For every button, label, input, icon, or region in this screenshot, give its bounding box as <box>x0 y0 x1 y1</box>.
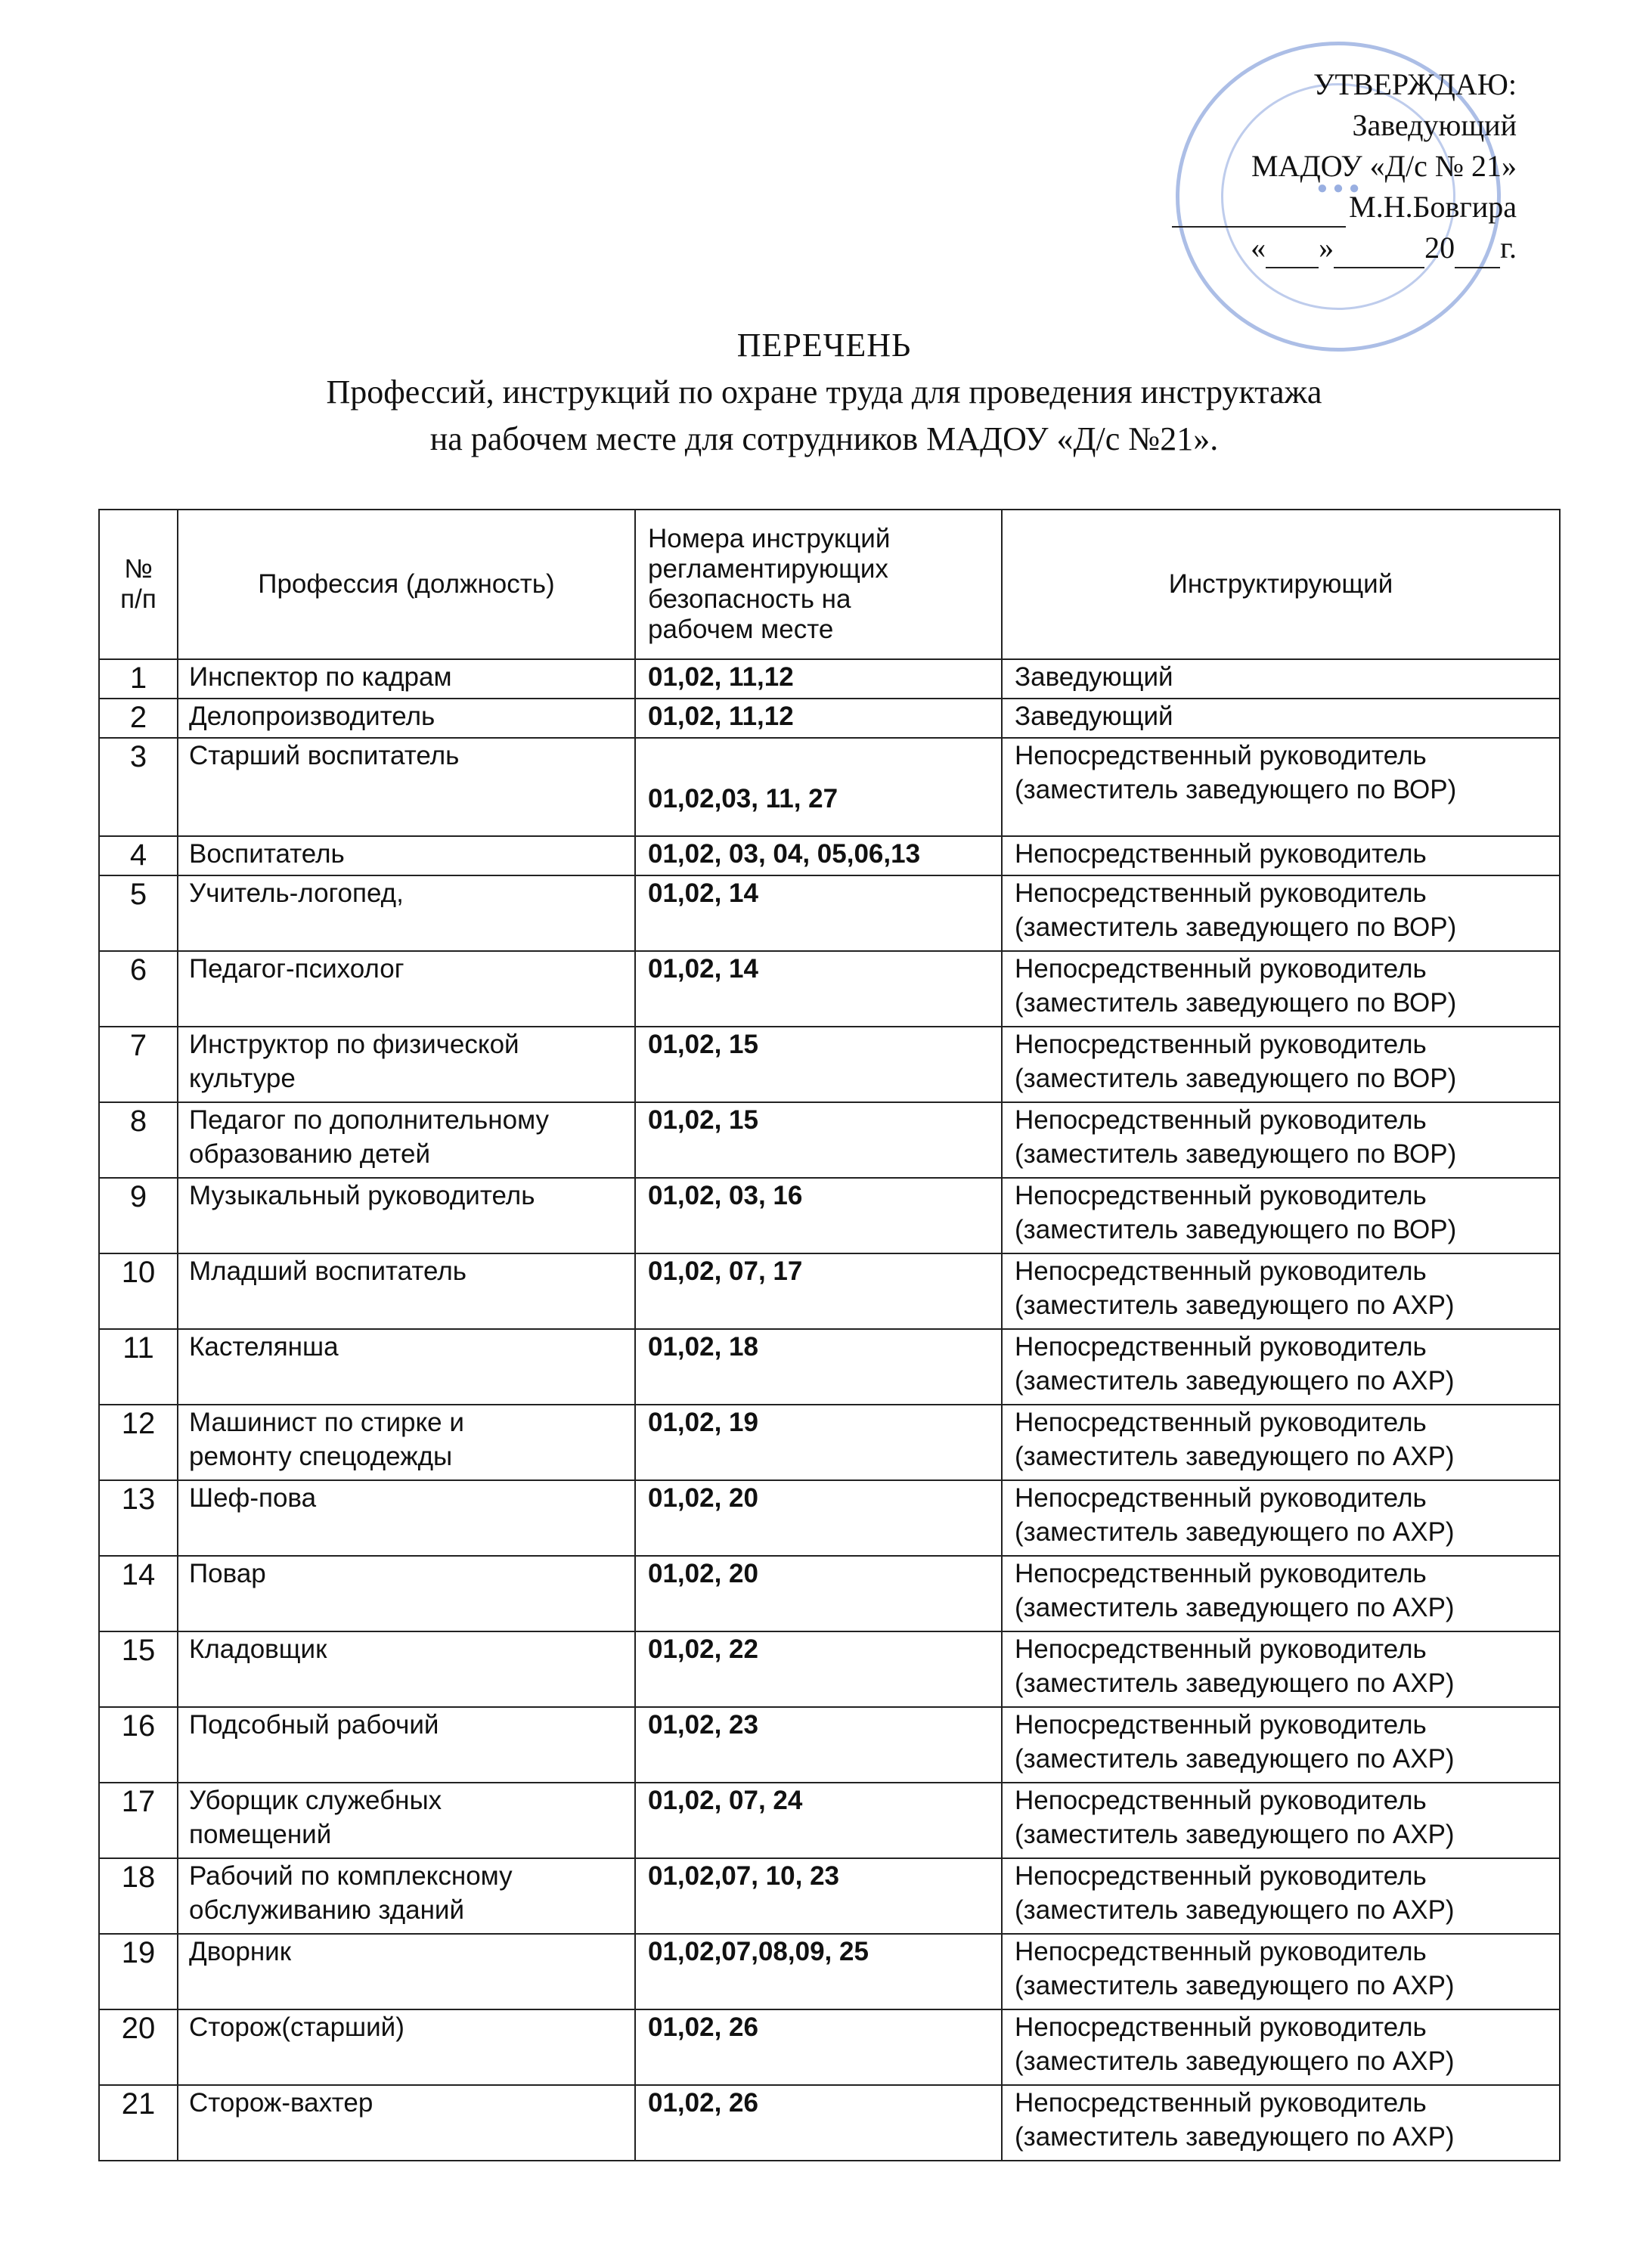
table-body <box>99 659 1560 2161</box>
row-responsible-line: (заместитель заведующего по АХР) <box>1015 1593 1455 1622</box>
row-number-line: 9 <box>129 1180 147 1213</box>
row-profession <box>178 699 635 738</box>
row-number-line: 10 <box>121 1256 156 1289</box>
row-responsible-line: (заместитель заведующего по АХР) <box>1015 1442 1455 1471</box>
row-responsible-line: Непосредственный руководитель <box>1015 1332 1427 1362</box>
stamp-mark: ● ● ● <box>1316 178 1360 198</box>
row-number-line: 15 <box>121 1634 156 1667</box>
row-profession <box>178 738 635 836</box>
row-instructions-line: 01,02, 19 <box>648 1408 758 1437</box>
approval-date <box>1124 228 1517 268</box>
row-profession-line: Уборщик служебных <box>189 1786 442 1815</box>
row-number <box>99 2009 178 2085</box>
row-instructions <box>635 1480 1002 1556</box>
row-number-line: 1 <box>129 662 147 695</box>
row-responsible <box>1002 659 1560 699</box>
row-profession <box>178 1253 635 1329</box>
row-profession <box>178 951 635 1027</box>
row-profession-line: Сторож-вахтер <box>189 2088 374 2118</box>
row-instructions-line: 01,02, 14 <box>648 954 758 984</box>
row-number <box>99 1102 178 1178</box>
signature-line <box>1172 196 1346 228</box>
instructions-table <box>98 509 1561 2161</box>
table-row <box>99 1631 1560 1707</box>
row-profession-line: Повар <box>189 1559 266 1588</box>
row-profession <box>178 1405 635 1480</box>
row-profession-line: Педагог-психолог <box>189 954 405 984</box>
row-responsible-line: (заместитель заведующего по АХР) <box>1015 2046 1455 2076</box>
row-profession-line: Делопроизводитель <box>189 702 435 731</box>
row-profession-line: обслуживанию зданий <box>189 1895 465 1925</box>
row-number-line: 11 <box>122 1331 154 1365</box>
row-profession-line: Инструктор по физической <box>189 1030 519 1059</box>
row-instructions <box>635 1027 1002 1102</box>
header-instructions <box>635 510 1002 659</box>
row-profession <box>178 1783 635 1858</box>
header-responsible: Инструктирующий <box>1002 510 1560 659</box>
row-responsible-line: (заместитель заведующего по АХР) <box>1015 1517 1455 1547</box>
row-responsible-line: (заместитель заведующего по АХР) <box>1015 1668 1455 1698</box>
row-responsible-line: Непосредственный руководитель <box>1015 839 1427 869</box>
row-instructions-line: 01,02, 18 <box>648 1332 758 1362</box>
row-profession <box>178 1631 635 1707</box>
row-instructions-line: 01,02,03, 11, 27 <box>648 783 838 813</box>
row-profession-line: Машинист по стирке и <box>189 1408 464 1437</box>
row-instructions-line: 01,02, 14 <box>648 878 758 908</box>
date-day-line <box>1266 237 1319 268</box>
row-instructions <box>635 1707 1002 1783</box>
row-profession-line: Старший воспитатель <box>189 741 460 770</box>
row-number <box>99 1405 178 1480</box>
row-number-line: 5 <box>129 878 147 911</box>
row-responsible-line: (заместитель заведующего по ВОР) <box>1015 1064 1457 1093</box>
row-responsible-line: Непосредственный руководитель <box>1015 1483 1427 1513</box>
row-responsible-line: Непосредственный руководитель <box>1015 741 1427 770</box>
approval-line-2: Заведующий <box>1352 108 1517 142</box>
row-instructions <box>635 1556 1002 1631</box>
row-instructions-line: 01,02, 23 <box>648 1710 758 1740</box>
row-responsible <box>1002 1858 1560 1934</box>
header-number-line-2: п/п <box>120 584 157 614</box>
row-profession-line: Педагог по дополнительному <box>189 1105 550 1135</box>
row-responsible-line: (заместитель заведующего по АХР) <box>1015 1820 1455 1849</box>
row-profession-line: Кладовщик <box>189 1634 327 1664</box>
row-profession <box>178 1480 635 1556</box>
row-number <box>99 2085 178 2161</box>
row-number-line: 7 <box>129 1029 147 1062</box>
row-responsible-line: Непосредственный руководитель <box>1015 878 1427 908</box>
row-number <box>99 836 178 875</box>
row-number-line: 19 <box>121 1936 156 1969</box>
row-number <box>99 1556 178 1631</box>
approval-line-1: УТВЕРЖДАЮ: <box>1313 67 1517 101</box>
row-instructions <box>635 1783 1002 1858</box>
header-instructions-line-2: регламентирующих <box>648 554 888 584</box>
row-number-line: 18 <box>121 1861 156 1894</box>
row-profession <box>178 875 635 951</box>
row-responsible <box>1002 2009 1560 2085</box>
row-number <box>99 875 178 951</box>
row-number <box>99 738 178 836</box>
row-instructions <box>635 659 1002 699</box>
date-year-prefix: 20 <box>1424 231 1455 265</box>
row-responsible-line: (заместитель заведующего по АХР) <box>1015 1290 1455 1320</box>
row-responsible <box>1002 1631 1560 1707</box>
table-row <box>99 1102 1560 1178</box>
row-responsible-line: Непосредственный руководитель <box>1015 1256 1427 1286</box>
row-number-line: 17 <box>121 1785 156 1818</box>
date-open-quote: « <box>1251 231 1266 265</box>
row-number-line: 14 <box>121 1558 156 1591</box>
row-instructions-line: 01,02, 22 <box>648 1634 758 1664</box>
row-number <box>99 1027 178 1102</box>
row-responsible <box>1002 1405 1560 1480</box>
row-instructions-line: 01,02, 03, 04, 05,06,13 <box>648 839 921 869</box>
row-instructions <box>635 1405 1002 1480</box>
row-responsible-line: Заведующий <box>1015 702 1173 731</box>
document-title: ПЕРЕЧЕНЬ <box>736 327 912 364</box>
row-profession-line: Младший воспитатель <box>189 1256 466 1286</box>
row-instructions <box>635 951 1002 1027</box>
row-number-line: 4 <box>129 838 147 872</box>
row-number-line: 13 <box>121 1483 156 1516</box>
table-row <box>99 1480 1560 1556</box>
table-row <box>99 659 1560 699</box>
row-profession <box>178 659 635 699</box>
row-number <box>99 951 178 1027</box>
row-instructions-line: 01,02, 07, 17 <box>648 1256 803 1286</box>
row-instructions <box>635 699 1002 738</box>
row-instructions-line: 01,02, 11,12 <box>648 662 794 692</box>
row-number <box>99 1707 178 1783</box>
row-profession-line: Рабочий по комплексному <box>189 1861 513 1891</box>
row-profession <box>178 1934 635 2009</box>
row-profession-line: Сторож(старший) <box>189 2012 405 2042</box>
signature-name: М.Н.Бовгира <box>1349 190 1517 224</box>
row-responsible <box>1002 1253 1560 1329</box>
document-subtitle-line-2: на рабочем месте для сотрудников МАДОУ «Д/с №21». <box>429 420 1219 457</box>
table-row <box>99 836 1560 875</box>
header-instructions-line-1: Номера инструкций <box>648 524 891 553</box>
row-profession <box>178 1858 635 1934</box>
document-subtitle-line-1: Профессий, инструкций по охране труда для проведения инструктажа <box>326 373 1322 411</box>
row-profession-line: Шеф-пова <box>189 1483 317 1513</box>
row-instructions-line: 01,02, 03, 16 <box>648 1181 803 1210</box>
row-instructions <box>635 1178 1002 1253</box>
row-instructions <box>635 1102 1002 1178</box>
row-profession-line: Учитель-логопед, <box>189 878 404 908</box>
row-profession-line: культуре <box>189 1064 296 1093</box>
row-instructions-line: 01,02, 20 <box>648 1559 758 1588</box>
row-responsible <box>1002 951 1560 1027</box>
row-responsible-line: Непосредственный руководитель <box>1015 1634 1427 1664</box>
date-month-line <box>1334 237 1424 268</box>
row-responsible-line: Непосредственный руководитель <box>1015 2088 1427 2118</box>
row-number-line: 2 <box>129 701 147 734</box>
row-instructions <box>635 2085 1002 2161</box>
row-responsible-line: (заместитель заведующего по ВОР) <box>1015 988 1457 1018</box>
row-number <box>99 1178 178 1253</box>
row-responsible <box>1002 2085 1560 2161</box>
row-responsible-line: (заместитель заведующего по ВОР) <box>1015 1215 1457 1244</box>
row-instructions-line: 01,02, 20 <box>648 1483 758 1513</box>
row-instructions <box>635 1858 1002 1934</box>
table-row <box>99 1405 1560 1480</box>
table-row <box>99 738 1560 836</box>
row-number-line: 16 <box>121 1709 156 1743</box>
row-responsible-line: (заместитель заведующего по АХР) <box>1015 2122 1455 2152</box>
row-number <box>99 1783 178 1858</box>
row-profession-line: Подсобный рабочий <box>189 1710 439 1740</box>
row-responsible-line: Непосредственный руководитель <box>1015 1105 1427 1135</box>
row-instructions <box>635 1934 1002 2009</box>
row-responsible-line: Непосредственный руководитель <box>1015 1937 1427 1966</box>
row-responsible-line: Непосредственный руководитель <box>1015 1861 1427 1891</box>
row-responsible <box>1002 1329 1560 1405</box>
row-responsible-line: (заместитель заведующего по ВОР) <box>1015 912 1457 942</box>
row-responsible <box>1002 1783 1560 1858</box>
row-profession <box>178 2009 635 2085</box>
table-row <box>99 1707 1560 1783</box>
date-year-suffix: г. <box>1500 231 1517 265</box>
date-year-line <box>1455 237 1500 268</box>
table-row <box>99 699 1560 738</box>
row-responsible-line: Непосредственный руководитель <box>1015 1408 1427 1437</box>
row-number-line: 3 <box>129 740 147 773</box>
row-number-line: 21 <box>121 2087 156 2121</box>
table-row <box>99 875 1560 951</box>
header-number-line-1: № <box>124 554 153 584</box>
approval-block <box>1124 64 1517 268</box>
row-instructions <box>635 875 1002 951</box>
row-responsible-line: (заместитель заведующего по ВОР) <box>1015 1139 1457 1169</box>
row-number <box>99 1858 178 1934</box>
row-responsible-line: Непосредственный руководитель <box>1015 1786 1427 1815</box>
row-profession-line: образованию детей <box>189 1139 431 1169</box>
table-row <box>99 1934 1560 2009</box>
header-instructions-line-3: безопасность на <box>648 584 851 614</box>
table-row <box>99 1178 1560 1253</box>
row-profession-line: Дворник <box>189 1937 292 1966</box>
row-number <box>99 699 178 738</box>
row-profession <box>178 1329 635 1405</box>
row-instructions-line: 01,02,07, 10, 23 <box>648 1861 839 1891</box>
row-responsible <box>1002 1707 1560 1783</box>
table-row <box>99 2009 1560 2085</box>
header-number <box>99 510 178 659</box>
row-number <box>99 1253 178 1329</box>
row-instructions <box>635 1631 1002 1707</box>
row-responsible <box>1002 699 1560 738</box>
row-instructions-line: 01,02, 15 <box>648 1105 758 1135</box>
row-responsible-line: Непосредственный руководитель <box>1015 1030 1427 1059</box>
row-number-line: 8 <box>129 1105 147 1138</box>
row-instructions <box>635 836 1002 875</box>
row-number <box>99 1480 178 1556</box>
table-row <box>99 2085 1560 2161</box>
date-close-quote: » <box>1319 231 1334 265</box>
table-row <box>99 1329 1560 1405</box>
row-responsible <box>1002 1556 1560 1631</box>
row-responsible-line: (заместитель заведующего по АХР) <box>1015 1971 1455 2000</box>
row-profession-line: Кастелянша <box>189 1332 339 1362</box>
row-responsible-line: Непосредственный руководитель <box>1015 954 1427 984</box>
row-instructions-line: 01,02, 26 <box>648 2088 758 2118</box>
row-responsible-line: Заведующий <box>1015 662 1173 692</box>
row-responsible-line: (заместитель заведующего по АХР) <box>1015 1744 1455 1774</box>
row-responsible-line: Непосредственный руководитель <box>1015 1710 1427 1740</box>
row-profession <box>178 1102 635 1178</box>
row-instructions-line: 01,02, 26 <box>648 2012 758 2042</box>
row-responsible-line: Непосредственный руководитель <box>1015 2012 1427 2042</box>
table-row <box>99 1027 1560 1102</box>
row-responsible <box>1002 1027 1560 1102</box>
row-responsible-line: Непосредственный руководитель <box>1015 1559 1427 1588</box>
row-number-line: 20 <box>121 2012 156 2045</box>
row-profession <box>178 1178 635 1253</box>
row-profession-line: помещений <box>189 1820 332 1849</box>
row-responsible-line: Непосредственный руководитель <box>1015 1181 1427 1210</box>
row-responsible <box>1002 875 1560 951</box>
table-row <box>99 1556 1560 1631</box>
row-responsible <box>1002 1480 1560 1556</box>
row-number <box>99 1329 178 1405</box>
approval-signature <box>1124 187 1517 228</box>
row-number-line: 12 <box>121 1407 156 1440</box>
table-row <box>99 1858 1560 1934</box>
row-instructions-line: 01,02, 11,12 <box>648 702 794 731</box>
row-profession <box>178 836 635 875</box>
row-responsible <box>1002 738 1560 836</box>
row-number <box>99 659 178 699</box>
row-profession <box>178 1027 635 1102</box>
row-instructions <box>635 1329 1002 1405</box>
row-responsible <box>1002 836 1560 875</box>
row-responsible <box>1002 1934 1560 2009</box>
row-instructions <box>635 2009 1002 2085</box>
row-responsible-line: (заместитель заведующего по ВОР) <box>1015 775 1457 804</box>
row-profession <box>178 1556 635 1631</box>
row-responsible <box>1002 1178 1560 1253</box>
table-row <box>99 951 1560 1027</box>
row-profession-line: Музыкальный руководитель <box>189 1181 535 1210</box>
row-profession <box>178 2085 635 2161</box>
row-number <box>99 1631 178 1707</box>
table-row <box>99 1783 1560 1858</box>
row-responsible-line: (заместитель заведующего по АХР) <box>1015 1895 1455 1925</box>
row-number <box>99 1934 178 2009</box>
table-header-row <box>99 510 1560 659</box>
row-instructions-line: 01,02,07,08,09, 25 <box>648 1937 869 1966</box>
row-profession <box>178 1707 635 1783</box>
approval-line-3: МАДОУ «Д/с № 21» <box>1251 149 1517 183</box>
row-profession-line: Инспектор по кадрам <box>189 662 452 692</box>
row-instructions <box>635 1253 1002 1329</box>
row-responsible-line: (заместитель заведующего по АХР) <box>1015 1366 1455 1396</box>
row-instructions-line: 01,02, 07, 24 <box>648 1786 803 1815</box>
row-responsible <box>1002 1102 1560 1178</box>
header-profession: Профессия (должность) <box>178 510 635 659</box>
table-row <box>99 1253 1560 1329</box>
row-instructions <box>635 738 1002 836</box>
row-profession-line: Воспитатель <box>189 839 345 869</box>
row-profession-line: ремонту спецодежды <box>189 1442 453 1471</box>
row-number-line: 6 <box>129 953 147 987</box>
row-instructions-line: 01,02, 15 <box>648 1030 758 1059</box>
header-instructions-line-4: рабочем месте <box>648 615 834 644</box>
